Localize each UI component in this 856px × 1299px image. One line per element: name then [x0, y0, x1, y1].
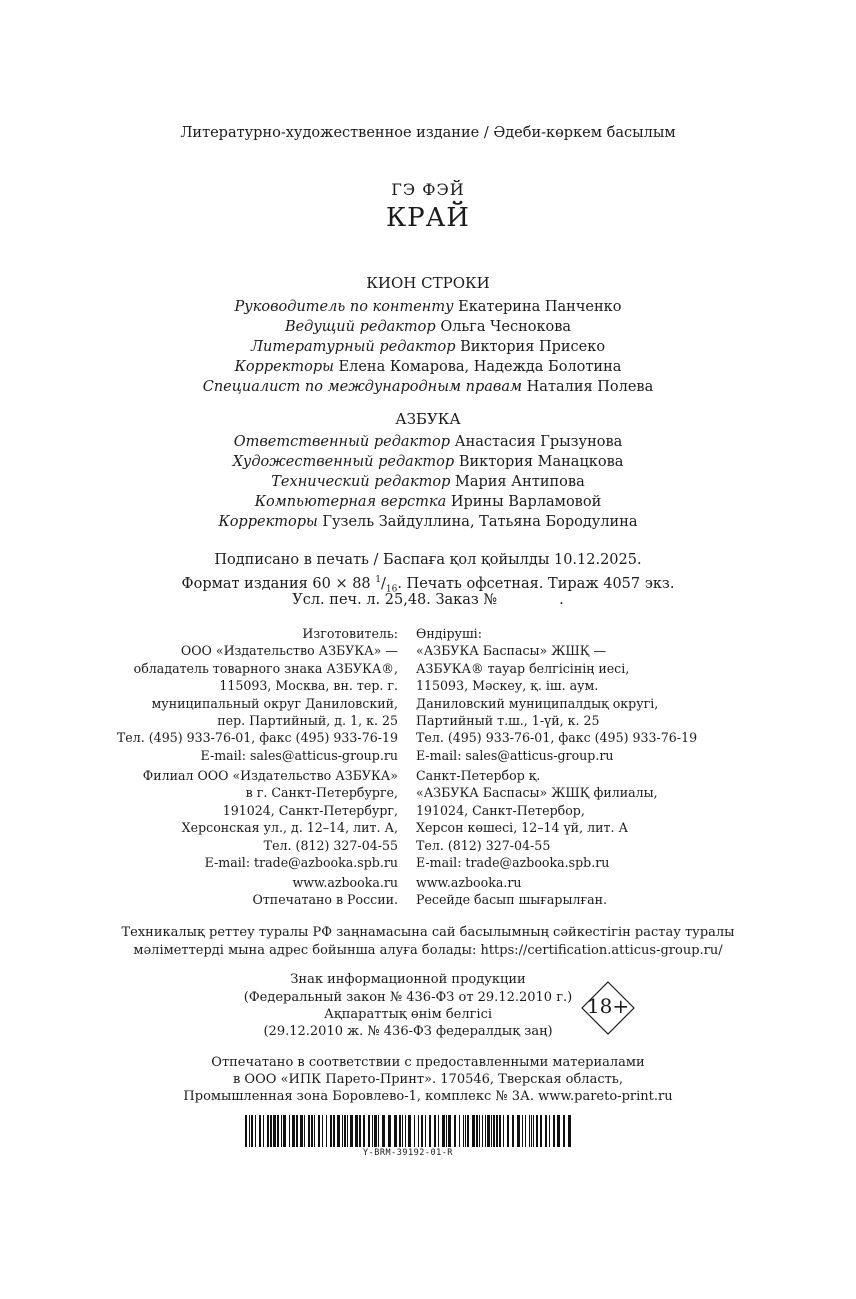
barcode-bar	[414, 1115, 415, 1147]
barcode-bar	[491, 1115, 492, 1147]
barcode-bar	[382, 1115, 385, 1147]
age-rating-text: 18+	[586, 994, 630, 1018]
author-name: ГЭ ФЭЙ	[391, 180, 465, 199]
barcode-bar	[454, 1115, 456, 1147]
web-ru: www.azbooka.ru Отпечатано в России.	[252, 875, 398, 908]
printer-line: Отпечатано в соответствии с предоставленными материалами	[211, 1055, 645, 1070]
barcode-bar	[251, 1115, 253, 1147]
kion-credit: Ведущий редактор Ольга Чеснокова	[284, 319, 572, 335]
kion-credit: Литературный редактор Виктория Присеко	[250, 339, 606, 355]
barcode-bar	[292, 1115, 295, 1147]
barcode-bar	[281, 1115, 282, 1147]
azbuka-credit: Художественный редактор Виктория Манацкова	[232, 454, 624, 470]
manufacturer-ru: Изготовитель: ООО «Издательство АЗБУКА» — обладатель товарного знака АЗБУКА®, 115093, Москва, вн. тер. г. муниципальный округ Даниловский, пер. Партийный, д. 1, к. 25 Тел. (495) 933-76-01, факс (495) 933-76-19 E-mail: sales@atticus-group.ru	[116, 626, 398, 763]
barcode-bar	[540, 1115, 542, 1147]
barcode-bar	[273, 1115, 276, 1147]
barcode-bar	[255, 1115, 256, 1147]
azbuka-credit: Компьютерная верстка Ирины Варламовой	[254, 494, 602, 510]
barcode-bar	[245, 1115, 247, 1147]
kion-credit: Специалист по международным правам Наталия Полева	[202, 379, 654, 395]
barcode-bar	[267, 1115, 269, 1147]
barcode-bar	[374, 1115, 377, 1147]
barcode-bar	[408, 1115, 411, 1147]
barcode-bar	[399, 1115, 401, 1147]
format-info: Формат издания 60 × 88 $^1/_{16}$. Печать офсетная. Тираж 4057 экз.	[181, 575, 675, 595]
barcode-bar	[337, 1115, 340, 1147]
barcode-bar	[553, 1115, 555, 1147]
barcode-bar	[525, 1115, 526, 1147]
barcode-bar	[259, 1115, 261, 1147]
barcode-bar	[482, 1115, 483, 1147]
branch-kz: Санкт-Петербор қ. «АЗБУКА Баспасы» ЖШҚ филиалы, 191024, Санкт-Петербор, Херсон көшесі, 12–14 үй, лит. А Тел. (812) 327-04-55 E-mail: trade@azbooka.spb.ru	[416, 768, 658, 870]
barcode-bar	[459, 1115, 460, 1147]
barcode-bar	[311, 1115, 313, 1147]
printer-line: в ООО «ИПК Парето-Принт». 170546, Тверская область,	[232, 1072, 624, 1087]
barcode-bar	[425, 1115, 426, 1147]
barcode-bar	[487, 1115, 490, 1147]
barcode-bar	[429, 1115, 431, 1147]
book-title: КРАЙ	[386, 203, 470, 233]
barcode-bar	[485, 1115, 486, 1147]
barcode-bar	[448, 1115, 451, 1147]
barcode-bar	[549, 1115, 550, 1147]
barcode-bar	[467, 1115, 469, 1147]
barcode-bar	[438, 1115, 439, 1147]
order-info: Усл. печ. л. 25,48. Заказ № .	[292, 592, 564, 608]
barcode-bar	[533, 1115, 534, 1147]
barcode-bar	[557, 1115, 560, 1147]
barcode-bar	[378, 1115, 379, 1147]
barcode-bar	[289, 1115, 290, 1147]
barcode-bar	[304, 1115, 305, 1147]
barcode	[243, 1115, 573, 1147]
barcode-bar	[418, 1115, 419, 1147]
barcode-bar	[277, 1115, 279, 1147]
barcode-bar	[318, 1115, 320, 1147]
barcode-bar	[402, 1115, 403, 1147]
barcode-bar	[344, 1115, 346, 1147]
barcode-bar	[463, 1115, 464, 1147]
barcode-bar	[300, 1115, 303, 1147]
barcode-bar	[350, 1115, 353, 1147]
barcode-bar	[372, 1115, 373, 1147]
barcode-bar	[347, 1115, 348, 1147]
barcode-text: Y-BRM-39192-01-R	[363, 1148, 453, 1158]
barcode-bar	[283, 1115, 286, 1147]
barcode-bar	[270, 1115, 272, 1147]
certification-line: мәліметтерді мына адрес бойынша алуға болады: https://certification.atticus-group.ru/	[133, 943, 723, 958]
barcode-bar	[322, 1115, 323, 1147]
barcode-bar	[545, 1115, 547, 1147]
barcode-bar	[499, 1115, 501, 1147]
kion-heading: КИОН СТРОКИ	[366, 274, 490, 292]
barcode-bar	[308, 1115, 310, 1147]
barcode-bar	[517, 1115, 520, 1147]
barcode-bar	[446, 1115, 447, 1147]
kion-credit: Руководитель по контенту Екатерина Панченко	[234, 299, 622, 315]
imprint-page: Литературно-художественное издание / Әдеби-көркем басылым ГЭ ФЭЙ КРАЙ КИОН СТРОКИ Руководитель по контенту Екатерина Панченко Ведущий редактор Ольга Чеснокова Литературный редактор Виктория Присеко Корректоры Елена Комарова, Надежда Болотина Специалист по международным правам Наталия Полева АЗБУКА Ответственный редактор Анастасия Грызунова Художественный редактор Виктория Манацкова Технический редактор Мария Антипова Компьютерная верстка Ирины Варламовой Корректоры Гузель Зайдуллина, Татьяна Бородулина Подписано в печать / Баспаға қол қойылды 10.12.2025. Формат издания 60 × 88 $^1/_{16}$. Печать офсетная. Тираж 4057 экз. Усл. печ. л. 25,48. Заказ № . Изготовитель: ООО «Издательство АЗБУКА» — обладатель товарного знака АЗБУКА®, 115093, Москва, вн. тер. г. муниципальный округ Даниловский, пер. Партийный, д. 1, к. 25 Тел. (495) 933-76-01, факс (495) 933-76-19 E-mail: sales@atticus-group.ru Өндіруші: «АЗБУКА Баспасы» ЖШҚ — АЗБУКА® тауар белгісінің иесі, 115093, Мәскеу, қ. іш. аум. Даниловский муниципалдық округі, Партийный т.ш., 1-үй, к. 25 Тел. (495) 933-76-01, факс (495) 933-76-19 E-mail: sales@atticus-group.ru Филиал ООО «Издательство АЗБУКА» в г. Санкт-Петербурге, 191024, Санкт-Петербург, Херсонская ул., д. 12–14, лит. А, Тел. (812) 327-04-55 E-mail: trade@azbooka.spb.ru Санкт-Петербор қ. «АЗБУКА Баспасы» ЖШҚ филиалы, 191024, Санкт-Петербор, Херсон көшесі, 12–14 үй, лит. А Тел. (812) 327-04-55 E-mail: trade@azbooka.spb.ru www.azbooka.ru Отпечатано в России. www.azbooka.ru Ресейде басып шығарылған. Техникалық реттеу туралы РФ заңнамасына сай басылымның сәйкестігін растау туралы мәліметтерді мына адрес бойынша алуға болады: https://certification.atticus-group.ru/ Знак информационной продукции (Федеральный закон № 436-ФЗ от 29.12.2010 г.) Ақпараттық өнім белгісі (29.12.2010 ж. № 436-ФЗ федералдық заң) 18+ Отпечатано в соответствии с предоставленными материалами в ООО «ИПК Парето-Принт». 170546, Тверская область, Промышленная зона Боровлево-1, комплекс № 3А. www.pareto-print.ru Y-BRM-39192-01-R	[0, 0, 856, 1299]
barcode-bar	[503, 1115, 504, 1147]
barcode-bar	[522, 1115, 523, 1147]
barcode-bar	[442, 1115, 445, 1147]
azbuka-credit: Корректоры Гузель Зайдуллина, Татьяна Бородулина	[218, 514, 638, 530]
barcode-bar	[296, 1115, 298, 1147]
barcode-bar	[333, 1115, 335, 1147]
barcode-bar	[568, 1115, 571, 1147]
barcode-bar	[479, 1115, 480, 1147]
kion-credit: Корректоры Елена Комарова, Надежда Болотина	[234, 359, 622, 375]
barcode-bar	[476, 1115, 478, 1147]
barcode-bar	[512, 1115, 514, 1147]
barcode-bar	[394, 1115, 397, 1147]
barcode-bar	[421, 1115, 423, 1147]
certification-line: Техникалық реттеу туралы РФ заңнамасына сай басылымның сәйкестігін растау туралы	[121, 925, 735, 940]
barcode-bar	[314, 1115, 315, 1147]
barcode-bar	[363, 1115, 365, 1147]
barcode-bar	[342, 1115, 343, 1147]
barcode-bar	[434, 1115, 436, 1147]
barcode-bar	[529, 1115, 530, 1147]
azbuka-heading: АЗБУКА	[395, 410, 461, 428]
barcode-bar	[326, 1115, 327, 1147]
barcode-bar	[355, 1115, 358, 1147]
signed-to-print: Подписано в печать / Баспаға қол қойылды 10.12.2025.	[214, 552, 642, 568]
barcode-bar	[368, 1115, 370, 1147]
azbuka-credit: Технический редактор Мария Антипова	[271, 474, 585, 490]
barcode-bar	[531, 1115, 532, 1147]
barcode-bar	[465, 1115, 466, 1147]
edition-type: Литературно-художественное издание / Әдеби-көркем басылым	[180, 125, 676, 141]
manufacturer-kz: Өндіруші: «АЗБУКА Баспасы» ЖШҚ — АЗБУКА® тауар белгісінің иесі, 115093, Мәскеу, қ. іш. аум. Даниловский муниципалдық округі, Партийный т.ш., 1-үй, к. 25 Тел. (495) 933-76-01, факс (495) 933-76-19 E-mail: sales@atticus-group.ru	[416, 626, 698, 763]
barcode-bar	[330, 1115, 332, 1147]
age-rating-badge	[580, 980, 636, 1036]
barcode-bar	[249, 1115, 250, 1147]
web-kz: www.azbooka.ru Ресейде басып шығарылған.	[416, 875, 608, 908]
barcode-bar	[563, 1115, 565, 1147]
barcode-bar	[507, 1115, 509, 1147]
barcode-bar	[496, 1115, 498, 1147]
barcode-bar	[405, 1115, 406, 1147]
barcode-bar	[493, 1115, 495, 1147]
barcode-bar	[536, 1115, 538, 1147]
barcode-bar	[263, 1115, 264, 1147]
azbuka-credit: Ответственный редактор Анастасия Грызунова	[233, 434, 623, 450]
printer-line: Промышленная зона Боровлево-1, комплекс № 3А. www.pareto-print.ru	[183, 1089, 673, 1104]
barcode-bar	[359, 1115, 361, 1147]
barcode-bar	[388, 1115, 391, 1147]
barcode-bar	[472, 1115, 475, 1147]
branch-ru: Филиал ООО «Издательство АЗБУКА» в г. Санкт-Петербурге, 191024, Санкт-Петербург, Херсонская ул., д. 12–14, лит. А, Тел. (812) 327-04-55 E-mail: trade@azbooka.spb.ru	[142, 768, 398, 870]
